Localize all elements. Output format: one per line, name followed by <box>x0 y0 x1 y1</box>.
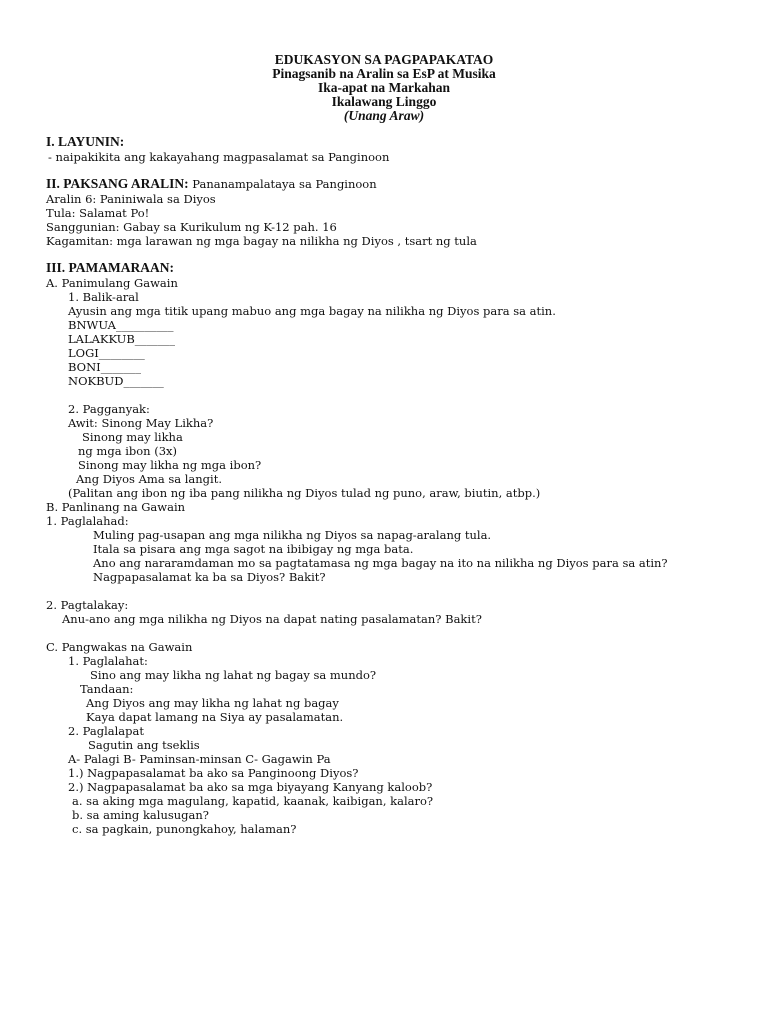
paglalahat-line: Sino ang may likha ng lahat ng bagay sa mundo? <box>90 668 377 682</box>
section-pamamaraan-title: III. PAMAMARAAN: <box>46 260 174 275</box>
song-line: Sinong may likha ng mga ibon? <box>78 458 262 472</box>
paglalahat-label: 1. Paglalahat: <box>68 654 148 668</box>
tandaan-label: Tandaan: <box>80 682 134 696</box>
balik-aral-label: 1. Balik-aral <box>68 290 139 304</box>
paksa-aralin: Aralin 6: Paniniwala sa Diyos <box>46 192 216 206</box>
doc-subtitle: Pinagsanib na Aralin sa EsP at Musika <box>272 66 496 81</box>
ayusin-instruction: Ayusin ang mga titik upang mabuo ang mga bagay na nilikha ng Diyos para sa atin. <box>68 304 556 318</box>
paglalahad-line: Ano ang nararamdaman mo sa pagtatamasa ng mga bagay na ito na nilikha ng Diyos para sa atin? <box>93 556 668 570</box>
checklist-question: 1.) Nagpapasalamat ba ako sa Panginoong Diyos? <box>68 766 359 780</box>
pagtalakay-line: Anu-ano ang mga nilikha ng Diyos na dapat nating pasalamatan? Bakit? <box>62 612 482 626</box>
doc-quarter: Ika-apat na Markahan <box>317 80 451 95</box>
pangwakas-gawain-title: C. Pangwakas na Gawain <box>46 640 193 654</box>
panlinang-gawain-title: B. Panlinang na Gawain <box>46 500 186 514</box>
checklist-subitem: a. sa aking mga magulang, kapatid, kaanak, kaibigan, kalaro? <box>72 794 434 808</box>
paksa-topic: Pananampalataya sa Panginoon <box>188 177 377 191</box>
section-layunin-title: I. LAYUNIN: <box>46 134 125 149</box>
paglalahad-line: Muling pag-usapan ang mga nilikha ng Diyos sa napag-aralang tula. <box>93 528 492 542</box>
pagganyak-label: 2. Pagganyak: <box>68 402 150 416</box>
checklist-options: A- Palagi B- Paminsan-minsan C- Gagawin Pa <box>68 752 331 766</box>
checklist-subitem: b. sa aming kalusugan? <box>72 808 209 822</box>
awit-title: Awit: Sinong May Likha? <box>68 416 214 430</box>
paglalahad-line: Itala sa pisara ang mga sagot na ibibigay ng mga bata. <box>93 542 414 556</box>
paglalahad-label: 1. Paglalahad: <box>46 514 129 528</box>
pagtalakay-label: 2. Pagtalakay: <box>46 598 129 612</box>
paglalapat-instruction: Sagutin ang tseklis <box>88 738 200 752</box>
tandaan-line: Kaya dapat lamang na Siya ay pasalamatan. <box>86 710 344 724</box>
checklist-question: 2.) Nagpapasalamat ba ako sa mga biyayang Kanyang kaloob? <box>68 780 433 794</box>
checklist-subitem: c. sa pagkain, punongkahoy, halaman? <box>72 822 297 836</box>
doc-week: Ikalawang Linggo <box>331 94 437 109</box>
scrambled-word: BONI_______ <box>68 360 141 374</box>
scrambled-word: LOGI________ <box>68 346 145 360</box>
panimulang-gawain-title: A. Panimulang Gawain <box>46 276 178 290</box>
paksa-kagamitan: Kagamitan: mga larawan ng mga bagay na nilikha ng Diyos , tsart ng tula <box>46 234 477 248</box>
scrambled-word: LALAKKUB_______ <box>68 332 176 346</box>
song-line: ng mga ibon (3x) <box>78 444 178 458</box>
paksa-sanggunian: Sanggunian: Gabay sa Kurikulum ng K-12 pah. 16 <box>46 220 337 234</box>
paksa-label: II. PAKSANG ARALIN: <box>46 176 189 191</box>
scrambled-word: NOKBUD_______ <box>68 374 164 388</box>
layunin-item: - naipakikita ang kakayahang magpasalamat sa Panginoon <box>48 150 390 164</box>
doc-title: EDUKASYON SA PAGPAPAKATAO <box>274 52 494 67</box>
palitan-note: (Palitan ang ibon ng iba pang nilikha ng Diyos tulad ng puno, araw, biutin, atbp.) <box>68 486 541 500</box>
section-paksa-title <box>46 177 377 191</box>
paglalahad-line: Nagpapasalamat ka ba sa Diyos? Bakit? <box>93 570 326 584</box>
scrambled-word: BNWUA__________ <box>68 318 174 332</box>
paksa-tula: Tula: Salamat Po! <box>46 206 150 220</box>
paglalapat-label: 2. Paglalapat <box>68 724 144 738</box>
song-line: Sinong may likha <box>82 430 183 444</box>
tandaan-line: Ang Diyos ang may likha ng lahat ng bagay <box>86 696 339 710</box>
doc-day: (Unang Araw) <box>343 108 425 123</box>
song-line: Ang Diyos Ama sa langit. <box>76 472 222 486</box>
